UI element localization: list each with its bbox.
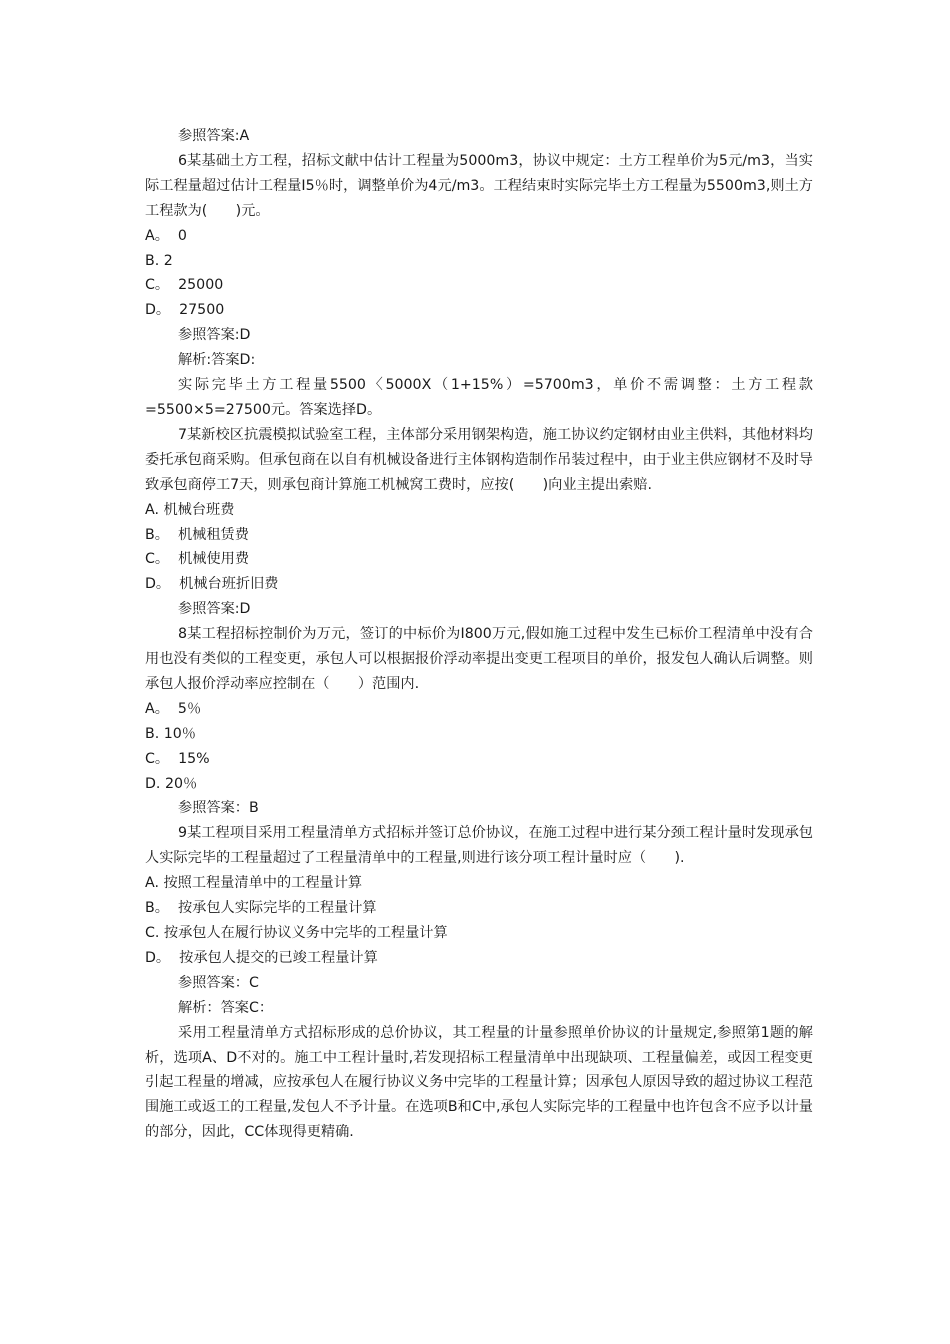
question-7: 7某新校区抗震模拟试验室工程，主体部分采用钢架构造，施工协议约定钢材由业主供料，其他材料均委托承包商采购。但承包商在以自有机械设备进行主体钢构造制作吊装过程中，由于业主供应钢材不及时导致承包商停工7天，则承包商计算施工机械窝工费时，应按( )向业主提出索赔. [145, 426, 813, 493]
analysis-heading: 解析:答案D: [178, 352, 256, 369]
option-a: A。 5％ [145, 700, 202, 717]
analysis-text: 实际完毕土方工程量5500〈5000X（1+15%）=5700m3，单价不需调整：土方工程款=5500×5=27500元。答案选择D。 [145, 377, 813, 418]
question-9: 9某工程项目采用工程量清单方式招标并签订总价协议，在施工过程中进行某分颈工程计量时发现承包人实际完毕的工程量超过了工程量清单中的工程量,则进行该分项工程计量时应（ ). [145, 825, 813, 867]
analysis-text: 采用工程量清单方式招标形成的总价协议，其工程量的计量参照单价协议的计量规定,参照第1题的解析，选项A、D不对的。施工中工程计量时,若发现招标工程量清单中出现缺项、工程量偏差，或因工程变更引起工程量的增减，应按承包人在履行协议义务中完毕的工程量计算；因承包人原因导致的超过协议工程范围施工或返工的工程量,发包人不予计量。在选项B和C中,承包人实际完毕的工程量中也许包含不应予以计量的部分，因此，CC体现得更精确. [145, 1024, 813, 1141]
option-d: D。 机械台班折旧费 [145, 576, 279, 593]
option-a: A。 0 [145, 227, 187, 244]
analysis-heading: 解析：答案C： [178, 999, 274, 1016]
answer-line: 参照答案:D [178, 601, 251, 618]
document-page [145, 124, 813, 1145]
answer-line: 参照答案:A [178, 128, 250, 144]
answer-line: 参照答案：B [178, 800, 259, 817]
option-b: B. 2 [145, 252, 173, 269]
option-b: B。 机械租赁费 [145, 526, 249, 543]
answer-line: 参照答案:D [178, 327, 251, 344]
option-b: B。 按承包人实际完毕的工程量计算 [145, 900, 377, 917]
question-8: 8某工程招标控制价为万元，签订的中标价为I800万元,假如施工过程中发生已标价工程清单中没有合用也没有类似的工程变更，承包人可以根据报价浮动率提出变更工程项目的单价，报发包人确认后调整。则承包人报价浮动率应控制在（ ）范围内. [145, 626, 813, 692]
option-d: D。 按承包人提交的已竣工程量计算 [145, 949, 378, 966]
option-d: D. 20％ [145, 775, 198, 792]
option-c: C. 按承包人在履行协议义务中完毕的工程量计算 [145, 925, 448, 941]
option-c: C。 15% [145, 750, 210, 767]
option-c: C。 25000 [145, 277, 224, 294]
option-d: D。 27500 [145, 302, 225, 319]
question-6: 6某基础土方工程，招标文献中估计工程量为5000m3，协议中规定：土方工程单价为5元/m3，当实际工程量超过估计工程量I5％时，调整单价为4元/m3。工程结束时实际完毕土方工程量为5500m3,则土方工程款为( )元。 [145, 152, 813, 219]
option-b: B. 10％ [145, 725, 196, 742]
option-a: A. 机械台班费 [145, 501, 235, 518]
answer-line: 参照答案：C [178, 974, 259, 991]
option-a: A. 按照工程量清单中的工程量计算 [145, 875, 363, 892]
option-c: C。 机械使用费 [145, 551, 250, 568]
